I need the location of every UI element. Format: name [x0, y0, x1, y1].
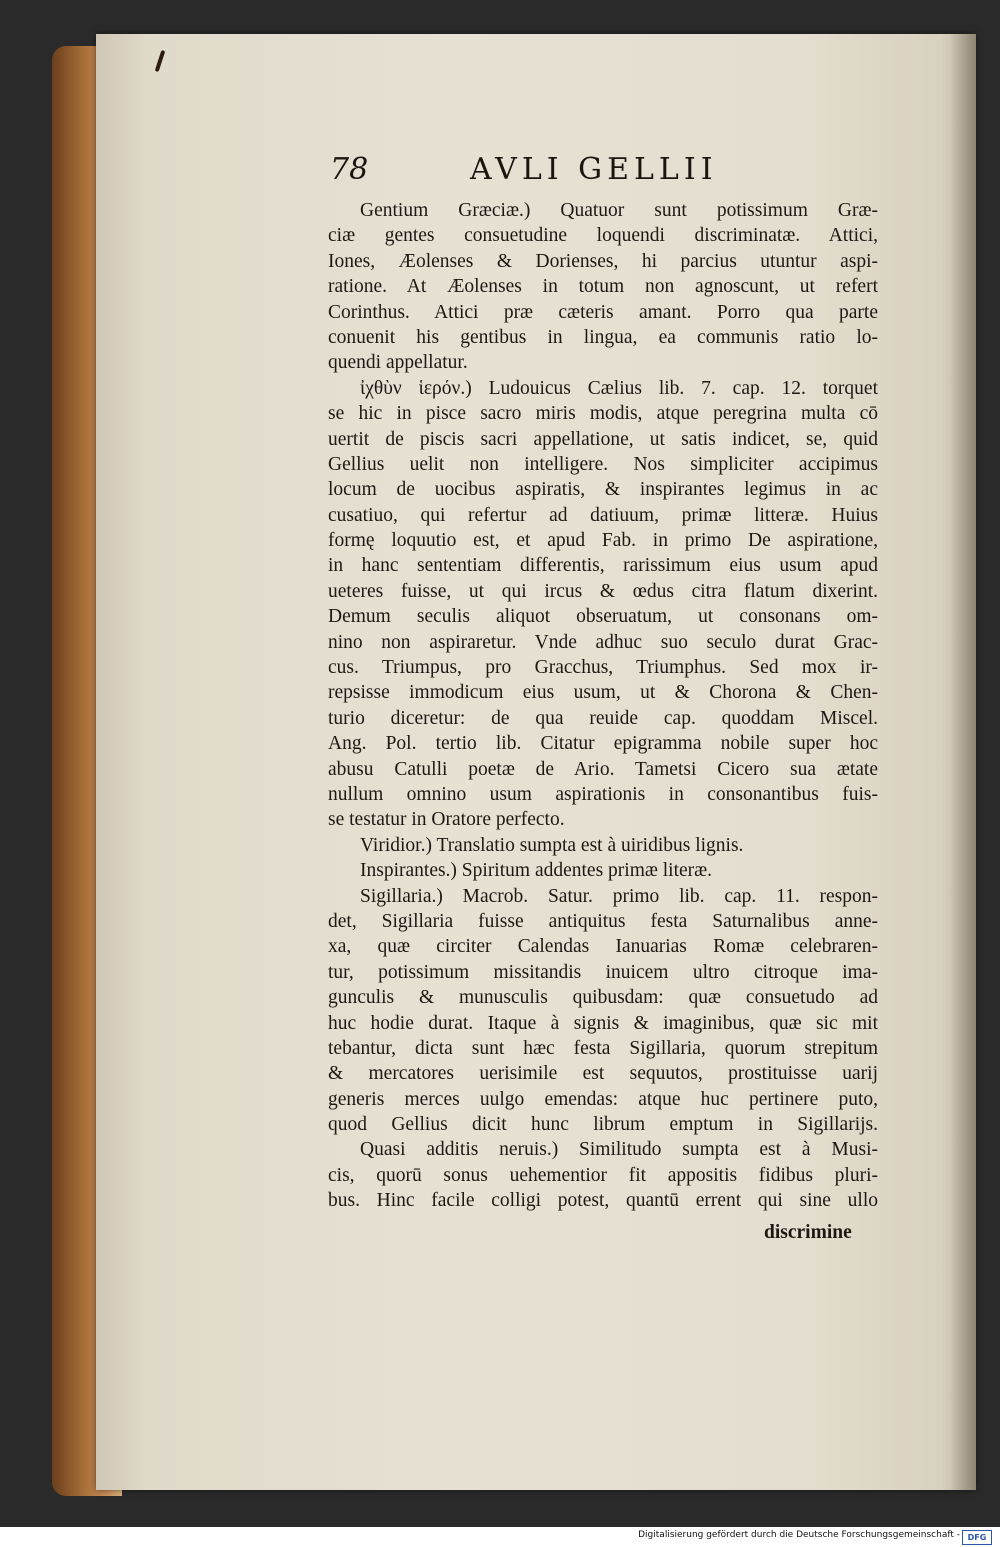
- text-line: Ang. Pol. tertio lib. Citatur epigramma nobile super hoc: [328, 733, 878, 755]
- text-line: uertit de piscis sacri appellatione, ut satis indicet, se, quid: [328, 428, 878, 450]
- page-gutter-shadow: [950, 34, 976, 1490]
- text-line: locum de uocibus aspiratis, & inspirantes legimus in ac: [328, 479, 878, 501]
- page-header: [330, 152, 750, 192]
- text-line: Viridior.) Translatio sumpta est à uiridibus lignis.: [360, 834, 744, 856]
- text-line: nino non aspiraretur. Vnde adhuc suo seculo durat Grac-: [328, 631, 878, 653]
- text-line: cis, quorū sonus uehementior fit appositis fidibus pluri-: [328, 1164, 878, 1186]
- text-line: det, Sigillaria fuisse antiquitus festa Saturnalibus anne-: [328, 910, 878, 932]
- text-line: repsisse immodicum eius usum, ut & Chorona & Chen-: [328, 682, 878, 704]
- text-line: Gellius uelit non intelligere. Nos simpliciter accipimus: [328, 453, 878, 475]
- text-line: Corinthus. Attici præ cæteris amant. Porro qua parte: [328, 301, 878, 323]
- text-line: Quasi additis neruis.) Similitudo sumpta est à Musi-: [360, 1139, 878, 1161]
- text-line: quod Gellius dicit hunc librum emptum in Sigillarijs.: [328, 1114, 878, 1136]
- text-line: ἰχθὺν ἱερόν.) Ludouicus Cælius lib. 7. cap. 12. torquet: [360, 377, 878, 399]
- text-line: se hic in pisce sacro miris modis, atque peregrina multa cō: [328, 403, 878, 425]
- running-title: AVLI GELLII: [470, 152, 718, 187]
- text-line: tebantur, dicta sunt hæc festa Sigillaria, quorum strepitum: [328, 1037, 878, 1059]
- text-line: cusatiuo, qui refertur ad datiuum, primæ litteræ. Huius: [328, 504, 878, 526]
- text-line: in hanc sententiam differentis, rarissimum eius usum apud: [328, 555, 878, 577]
- text-line: conuenit his gentibus in lingua, ea communis ratio lo-: [328, 326, 878, 348]
- text-line: Inspirantes.) Spiritum addentes primæ literæ.: [360, 860, 713, 882]
- text-line: bus. Hinc facile colligi potest, quantū errent qui sine ullo: [328, 1190, 878, 1212]
- text-line: tur, potissimum missitandis inuicem ultro citroque ima-: [328, 961, 878, 983]
- text-line: ciæ gentes consuetudine loquendi discriminatæ. Attici,: [328, 225, 878, 247]
- text-line: abusu Catulli poetæ de Ario. Tametsi Cicero sua ætate: [328, 758, 878, 780]
- text-line: formę loquutio est, et apud Fab. in primo De aspiratione,: [328, 530, 878, 552]
- text-line: turio diceretur: de qua reuide cap. quoddam Miscel.: [328, 707, 878, 729]
- dfg-logo-icon: DFG: [962, 1530, 992, 1545]
- text-line: cus. Triumpus, pro Gracchus, Triumphus. Sed mox ir-: [328, 657, 878, 679]
- text-line: Sigillaria.) Macrob. Satur. primo lib. cap. 11. respon-: [360, 885, 878, 907]
- text-line: ratione. At Æolenses in totum non agnoscunt, ut refert: [328, 276, 878, 298]
- commentary-text: [328, 198, 878, 1214]
- text-line: xa, quæ circiter Calendas Ianuarias Romæ celebraren-: [328, 936, 878, 958]
- text-line: nullum omnino usum aspirationis in consonantibus fuis-: [328, 783, 878, 805]
- text-line: se testatur in Oratore perfecto.: [328, 809, 565, 831]
- digitization-footer: [0, 1527, 1000, 1547]
- page-number: 78: [330, 152, 369, 187]
- text-line: Iones, Æolenses & Dorienses, hi parcius utuntur aspi-: [328, 250, 878, 272]
- text-line: quendi appellatur.: [328, 352, 468, 374]
- catchword: discrimine: [764, 1222, 852, 1243]
- text-line: generis merces uulgo emendas: atque huc pertinere puto,: [328, 1088, 878, 1110]
- text-line: huc hodie durat. Itaque à signis & imaginibus, quæ sic mit: [328, 1012, 878, 1034]
- text-line: & mercatores uerisimile est sequutos, prostituisse uarij: [328, 1063, 878, 1085]
- text-line: ueteres fuisse, ut qui ircus & œdus citra flatum dixerint.: [328, 580, 878, 602]
- funding-credit: Digitalisierung gefördert durch die Deutsche Forschungsgemeinschaft -: [638, 1530, 960, 1540]
- text-line: Gentium Græciæ.) Quatuor sunt potissimum Græ-: [360, 200, 878, 221]
- text-line: gunculis & munusculis quibusdam: quæ consuetudo ad: [328, 987, 878, 1009]
- text-line: Demum seculis aliquot obseruatum, ut consonans om-: [328, 606, 878, 628]
